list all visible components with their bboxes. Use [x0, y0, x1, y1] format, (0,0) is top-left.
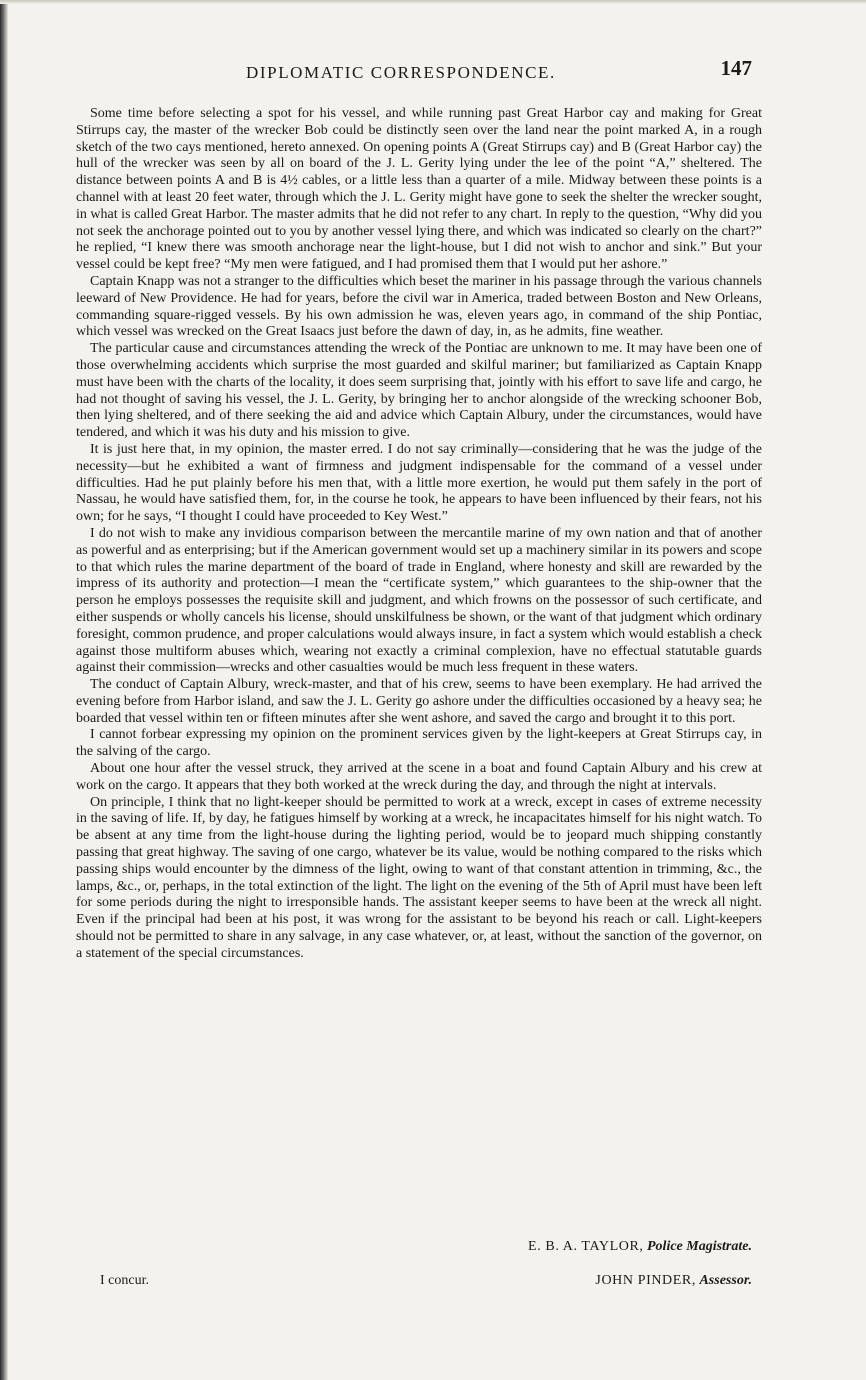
assessor-name: JOHN PINDER, [595, 1273, 696, 1288]
paragraph-9: On principle, I think that no light-keeper should be permitted to work at a wreck, except in cases of extreme necessity in the saving of life. If, by day, he fatigues himself by working at a wreck, he incapacitates himself for his night watch. To be absent at any time from the light-house during the lighting period, would be to jeopard much shipping constantly passing that great highway. The saving of one cargo, whatever be its value, would be nothing compared to the risks which passing ships would encounter by the dimness of the light, owing to want of that constant attention in trimming, &c., the lamps, &c., or, perhaps, in the total extinction of the light. The light on the evening of the 5th of April must have been left for some periods during the night to irresponsible hands. The assistant keeper seems to have been at the wreck all night. Even if the principal had been at his post, it was wrong for the assistant to be beyond his reach or call. Light-keepers should not be permitted to share in any salvage, in any case whatever, or, at least, without the sanction of the governor, on a statement of the special circumstances. [76, 794, 762, 961]
paragraph-2: Captain Knapp was not a stranger to the difficulties which beset the mariner in his passage through the various channels leeward of New Providence. He had for years, before the civil war in America, traded between Boston and New Orleans, commanding square-rigged vessels. By his own admission he was, eleven years ago, in command of the ship Pontiac, which vessel was wrecked on the Great Isaacs just before the dawn of day, in, as he admits, fine weather. [76, 273, 762, 340]
paragraph-5: I do not wish to make any invidious comparison between the mercantile marine of my own nation and that of another as powerful and as enterprising; but if the American government would set up a machinery similar in its powers and scope to that which rules the marine department of the board of trade in England, where honesty and skill are rewarded by the impress of its authority and protection—I mean the “certificate system,” which guarantees to the ship-owner that the person he employs possesses the requisite skill and judgment, and which frowns on the possessor of such certificate, and either suspends or wholly cancels his license, should unskilfulness be shown, or the want of that judgment which ordinary foresight, common prudence, and proper calculations would always insure, in fact a system which would establish a check against those multiform abuses which, wearing not exactly a criminal complexion, have no effectual statutable guards against their commission—wrecks and other casualties would be much less frequent in these waters. [76, 525, 762, 676]
running-head: DIPLOMATIC CORRESPONDENCE. [246, 63, 556, 82]
page-number: 147 [720, 56, 752, 80]
concur-note: I concur. [100, 1273, 149, 1288]
assessor-title: Assessor. [699, 1273, 752, 1288]
page-top-edge [0, 0, 866, 4]
magistrate-title: Police Magistrate. [647, 1239, 752, 1254]
paragraph-6: The conduct of Captain Albury, wreck-master, and that of his crew, seems to have been exemplary. He had arrived the evening before from Harbor island, and saw the J. L. Gerity go ashore under the difficulties occasioned by a heavy sea; he boarded that vessel within ten or fifteen minutes after she went ashore, and saved the cargo and brought it to this port. [76, 677, 762, 726]
assessor-signature [595, 1273, 752, 1289]
paragraph-3: The particular cause and circumstances attending the wreck of the Pontiac are unknown to me. It may have been one of those overwhelming accidents which surprise the most guarded and skilful mariner; but familiarized as Captain Knapp must have been with the charts of the locality, it does seem surprising that, jointly with his effort to save life and cargo, he had not thought of saving his vessel, the J. L. Gerity, by bringing her to anchor alongside of the wrecking schooner Bob, then lying sheltered, and of there seeking the aid and advice which Captain Albury, under the circumstances, would have tendered, and which it was his duty and his mission to give. [76, 341, 762, 441]
paragraph-4: It is just here that, in my opinion, the master erred. I do not say criminally—considering that he was the judge of the necessity—but he exhibited a want of firmness and judgment indispensable for the command of a vessel under difficulties. Had he put plainly before his men that, with a little more exertion, he would put them safely in the port of Nassau, he would have satisfied them, for, in the course he took, he appears to have been influenced by their fears, not his own; for he says, “I thought I could have proceeded to Key West.” [76, 441, 762, 525]
paragraph-1: Some time before selecting a spot for his vessel, and while running past Great Harbor cay and making for Great Stirrups cay, the master of the wrecker Bob could be distinctly seen over the land near the point marked A, in a rough sketch of the two cays mentioned, hereto annexed. On opening points A (Great Stirrups cay) and B (Great Harbor cay) the hull of the wrecker was seen by all on board of the J. L. Gerity lying under the lee of the point “A,” sheltered. The distance between points A and B is 4½ cables, or a little less than a quarter of a mile. Midway between these points is a channel with at least 20 feet water, through which the J. L. Gerity might have gone to seek the shelter the wrecker sought, in what is called Great Harbor. The master admits that he did not refer to any chart. In reply to the question, “Why did you not seek the anchorage pointed out to you by another vessel lying there, and which was indicated so clearly on the chart?” he replied, “I knew there was smooth anchorage near the light-house, but I did not wish to anchor and sink.” But your vessel could be kept free? “My men were fatigued, and I had promised them that I would put her ashore.” [76, 106, 762, 273]
paragraph-8: About one hour after the vessel struck, they arrived at the scene in a boat and found Captain Albury and his crew at work on the cargo. It appears that they both worked at the wreck during the day, and through the night at intervals. [76, 761, 762, 793]
page-binding-edge [0, 0, 8, 1380]
paragraph-7: I cannot forbear expressing my opinion on the prominent services given by the light-keepers at Great Stirrups cay, in the salving of the cargo. [76, 727, 762, 760]
body-text [76, 106, 762, 963]
magistrate-signature [76, 1239, 752, 1255]
magistrate-name: E. B. A. TAYLOR, [528, 1239, 644, 1254]
page-header [76, 58, 752, 88]
